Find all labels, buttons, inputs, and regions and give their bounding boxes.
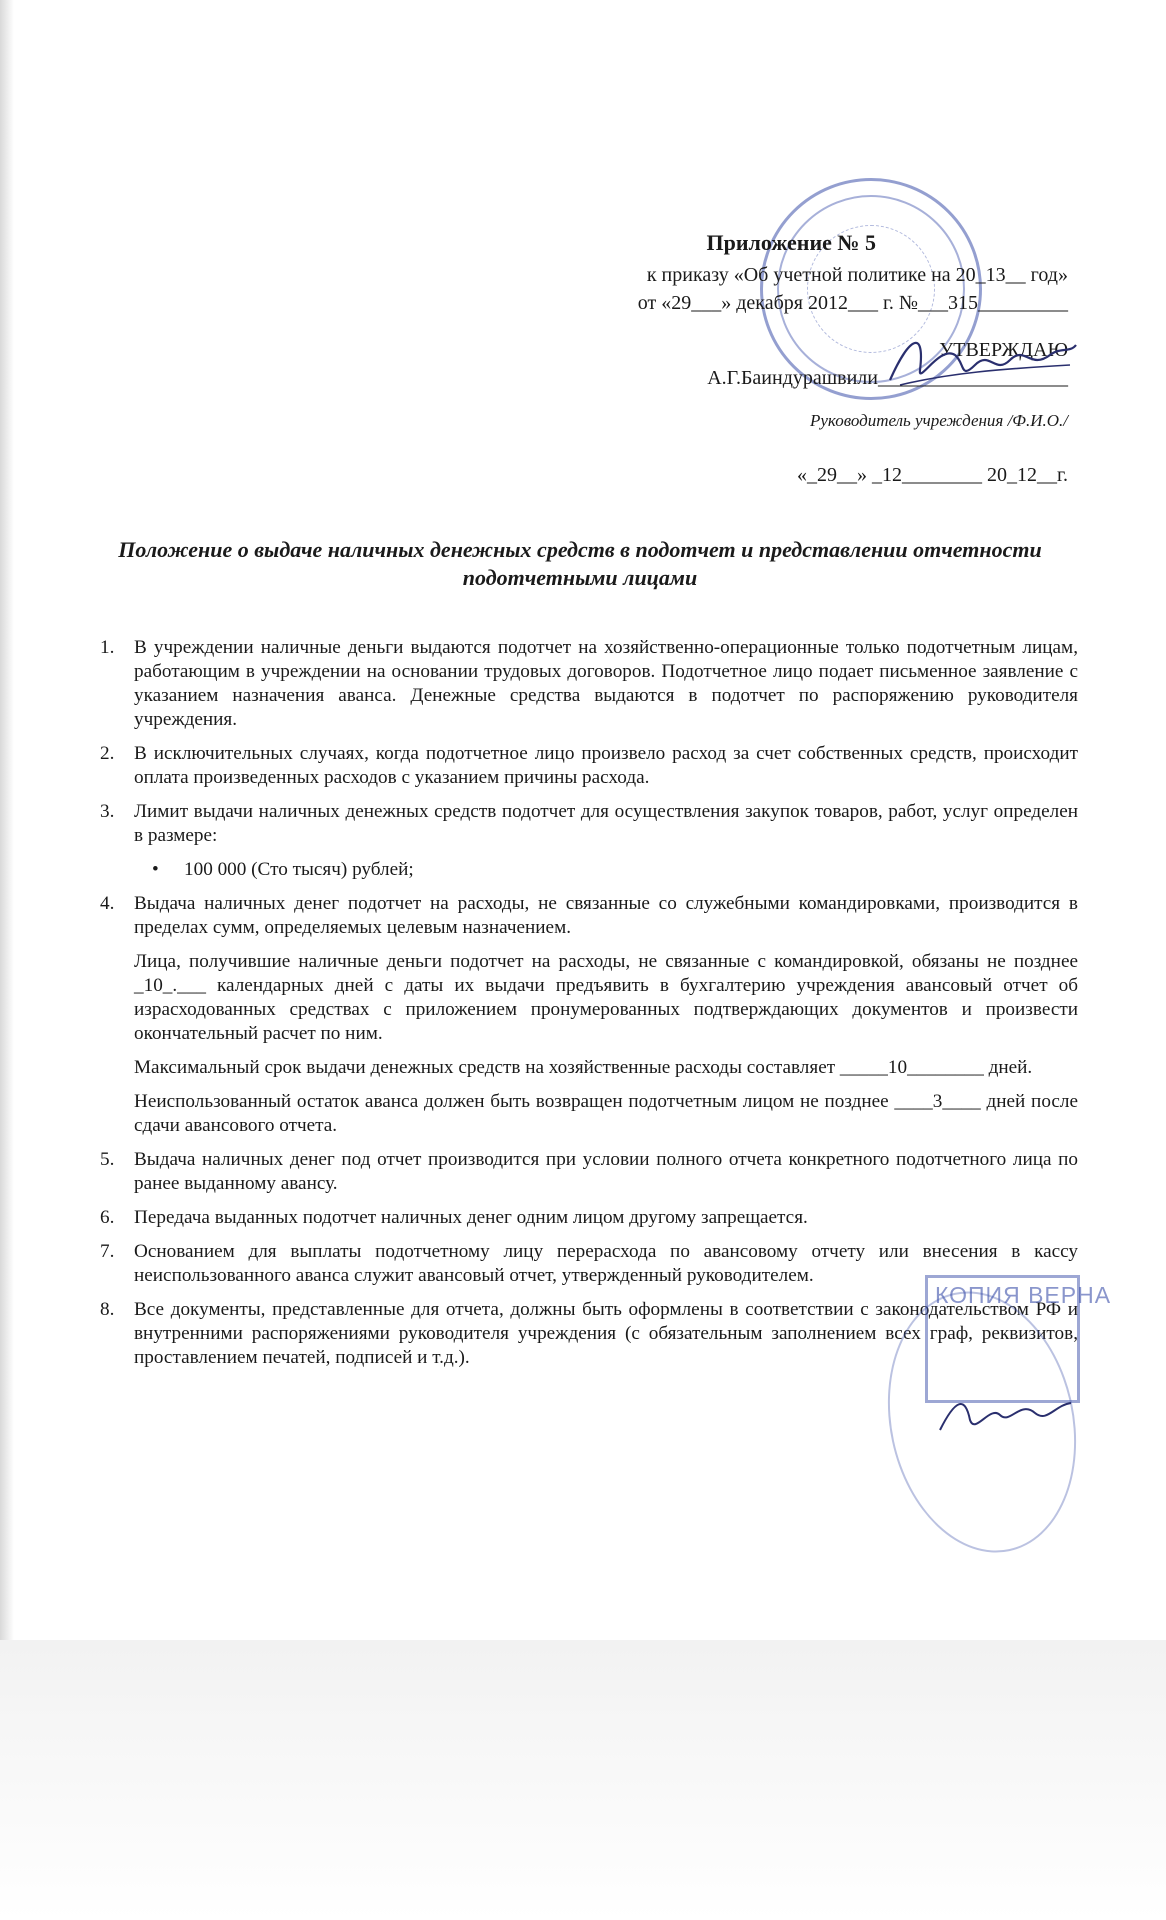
item-text: Выдача наличных денег подотчет на расходы, не связанные со служебными командировками, производится в пределах сумм, определяемых целевым назначением. — [134, 893, 1078, 938]
copy-signature — [935, 1385, 1075, 1445]
item-number: 7. — [100, 1241, 115, 1262]
item-number: 6. — [100, 1207, 115, 1228]
item-text: Передача выданных подотчет наличных денег одним лицом другому запрещается. — [134, 1207, 808, 1228]
item-number: 1. — [100, 637, 115, 658]
item-paragraph: Максимальный срок выдачи денежных средств на хозяйственные расходы составляет _____10________ дней. — [134, 1057, 1033, 1078]
bullet-dot-icon: • — [152, 859, 159, 880]
item-paragraph: Неиспользованный остаток аванса должен быть возвращен подотчетным лицом не позднее ____3____ дней после сдачи авансового отчета. — [134, 1091, 1078, 1136]
copy-verified-text: КОПИЯ ВЕРНА — [935, 1282, 1112, 1308]
approve-name: А.Г.Баиндурашвили___________________ — [707, 367, 1068, 389]
item-text: Основанием для выплаты подотчетному лицу перерасхода по авансовому отчету или внесения в кассу неиспользованного аванса служит авансовый отчет, утвержденный руководителем. — [134, 1241, 1078, 1286]
item-number: 3. — [100, 801, 115, 822]
list-item — [100, 1206, 1078, 1230]
list-item — [100, 800, 1078, 882]
item-text: В исключительных случаях, когда подотчетное лицо произвело расход за счет собственных средств, происходит оплата произведенных расходов с указанием причины расхода. — [134, 743, 1078, 788]
scan-shadow — [0, 0, 14, 1640]
item-text: Все документы, представленные для отчета, должны быть оформлены в соответствии с законодательством РФ и внутренними распоряжениями руководителя учреждения (с обязательным заполнением всех граф, реквизитов, проставлением печатей, подписей и т.д.). — [134, 1299, 1078, 1368]
director-signature — [880, 325, 1080, 395]
document-body — [100, 636, 1078, 1380]
document-title: Положение о выдаче наличных денежных средств в подотчет и представлении отчетности подотчетными лицами — [118, 537, 1042, 590]
approve-label: УТВЕРЖДАЮ — [939, 339, 1068, 361]
list-item — [100, 742, 1078, 790]
approve-role: Руководитель учреждения /Ф.И.О./ — [809, 411, 1068, 430]
item-number: 8. — [100, 1299, 115, 1320]
item-text: В учреждении наличные деньги выдаются подотчет на хозяйственно-операционные только подотчетным лицам, работающим в учреждении на основании трудовых договоров. Подотчетное лицо подает письменное заявление с указанием назначения аванса. Денежные средства выдаются в подотчет по распоряжению руководителя учреждения. — [134, 637, 1078, 730]
item-number: 2. — [100, 743, 115, 764]
limit-bullet-text: 100 000 (Сто тысяч) рублей; — [184, 859, 414, 880]
scan-bottom-area — [0, 1640, 1166, 1920]
list-item — [100, 1148, 1078, 1196]
list-item — [100, 892, 1078, 1138]
appendix-title: Приложение № 5 — [706, 230, 876, 255]
item-text: Лимит выдачи наличных денежных средств подотчет для осуществления закупок товаров, работ, услуг определен в размере: — [134, 801, 1078, 846]
item-text: Выдача наличных денег под отчет производится при условии полного отчета конкретного подотчетного лица по ранее выданному авансу. — [134, 1149, 1078, 1194]
list-item — [100, 636, 1078, 732]
approve-date: «_29__» _12________ 20_12__г. — [797, 464, 1068, 486]
appendix-date: от «29___» декабря 2012___ г. №___315_________ — [637, 292, 1068, 314]
item-number: 4. — [100, 893, 115, 914]
item-number: 5. — [100, 1149, 115, 1170]
item-paragraph: Лица, получившие наличные деньги подотчет на расходы, не связанные с командировкой, обязаны не позднее _10_.___ календарных дней с даты их выдачи предъявить в бухгалтерию учреждения авансовый отчет об израсходованных средствах с приложением пронумерованных подтверждающих документов и произвести окончательный расчет по ним. — [134, 951, 1078, 1044]
limit-bullet — [100, 858, 1078, 882]
appendix-order: к приказу «Об учетной политике на 20_13__ год» — [646, 264, 1068, 286]
